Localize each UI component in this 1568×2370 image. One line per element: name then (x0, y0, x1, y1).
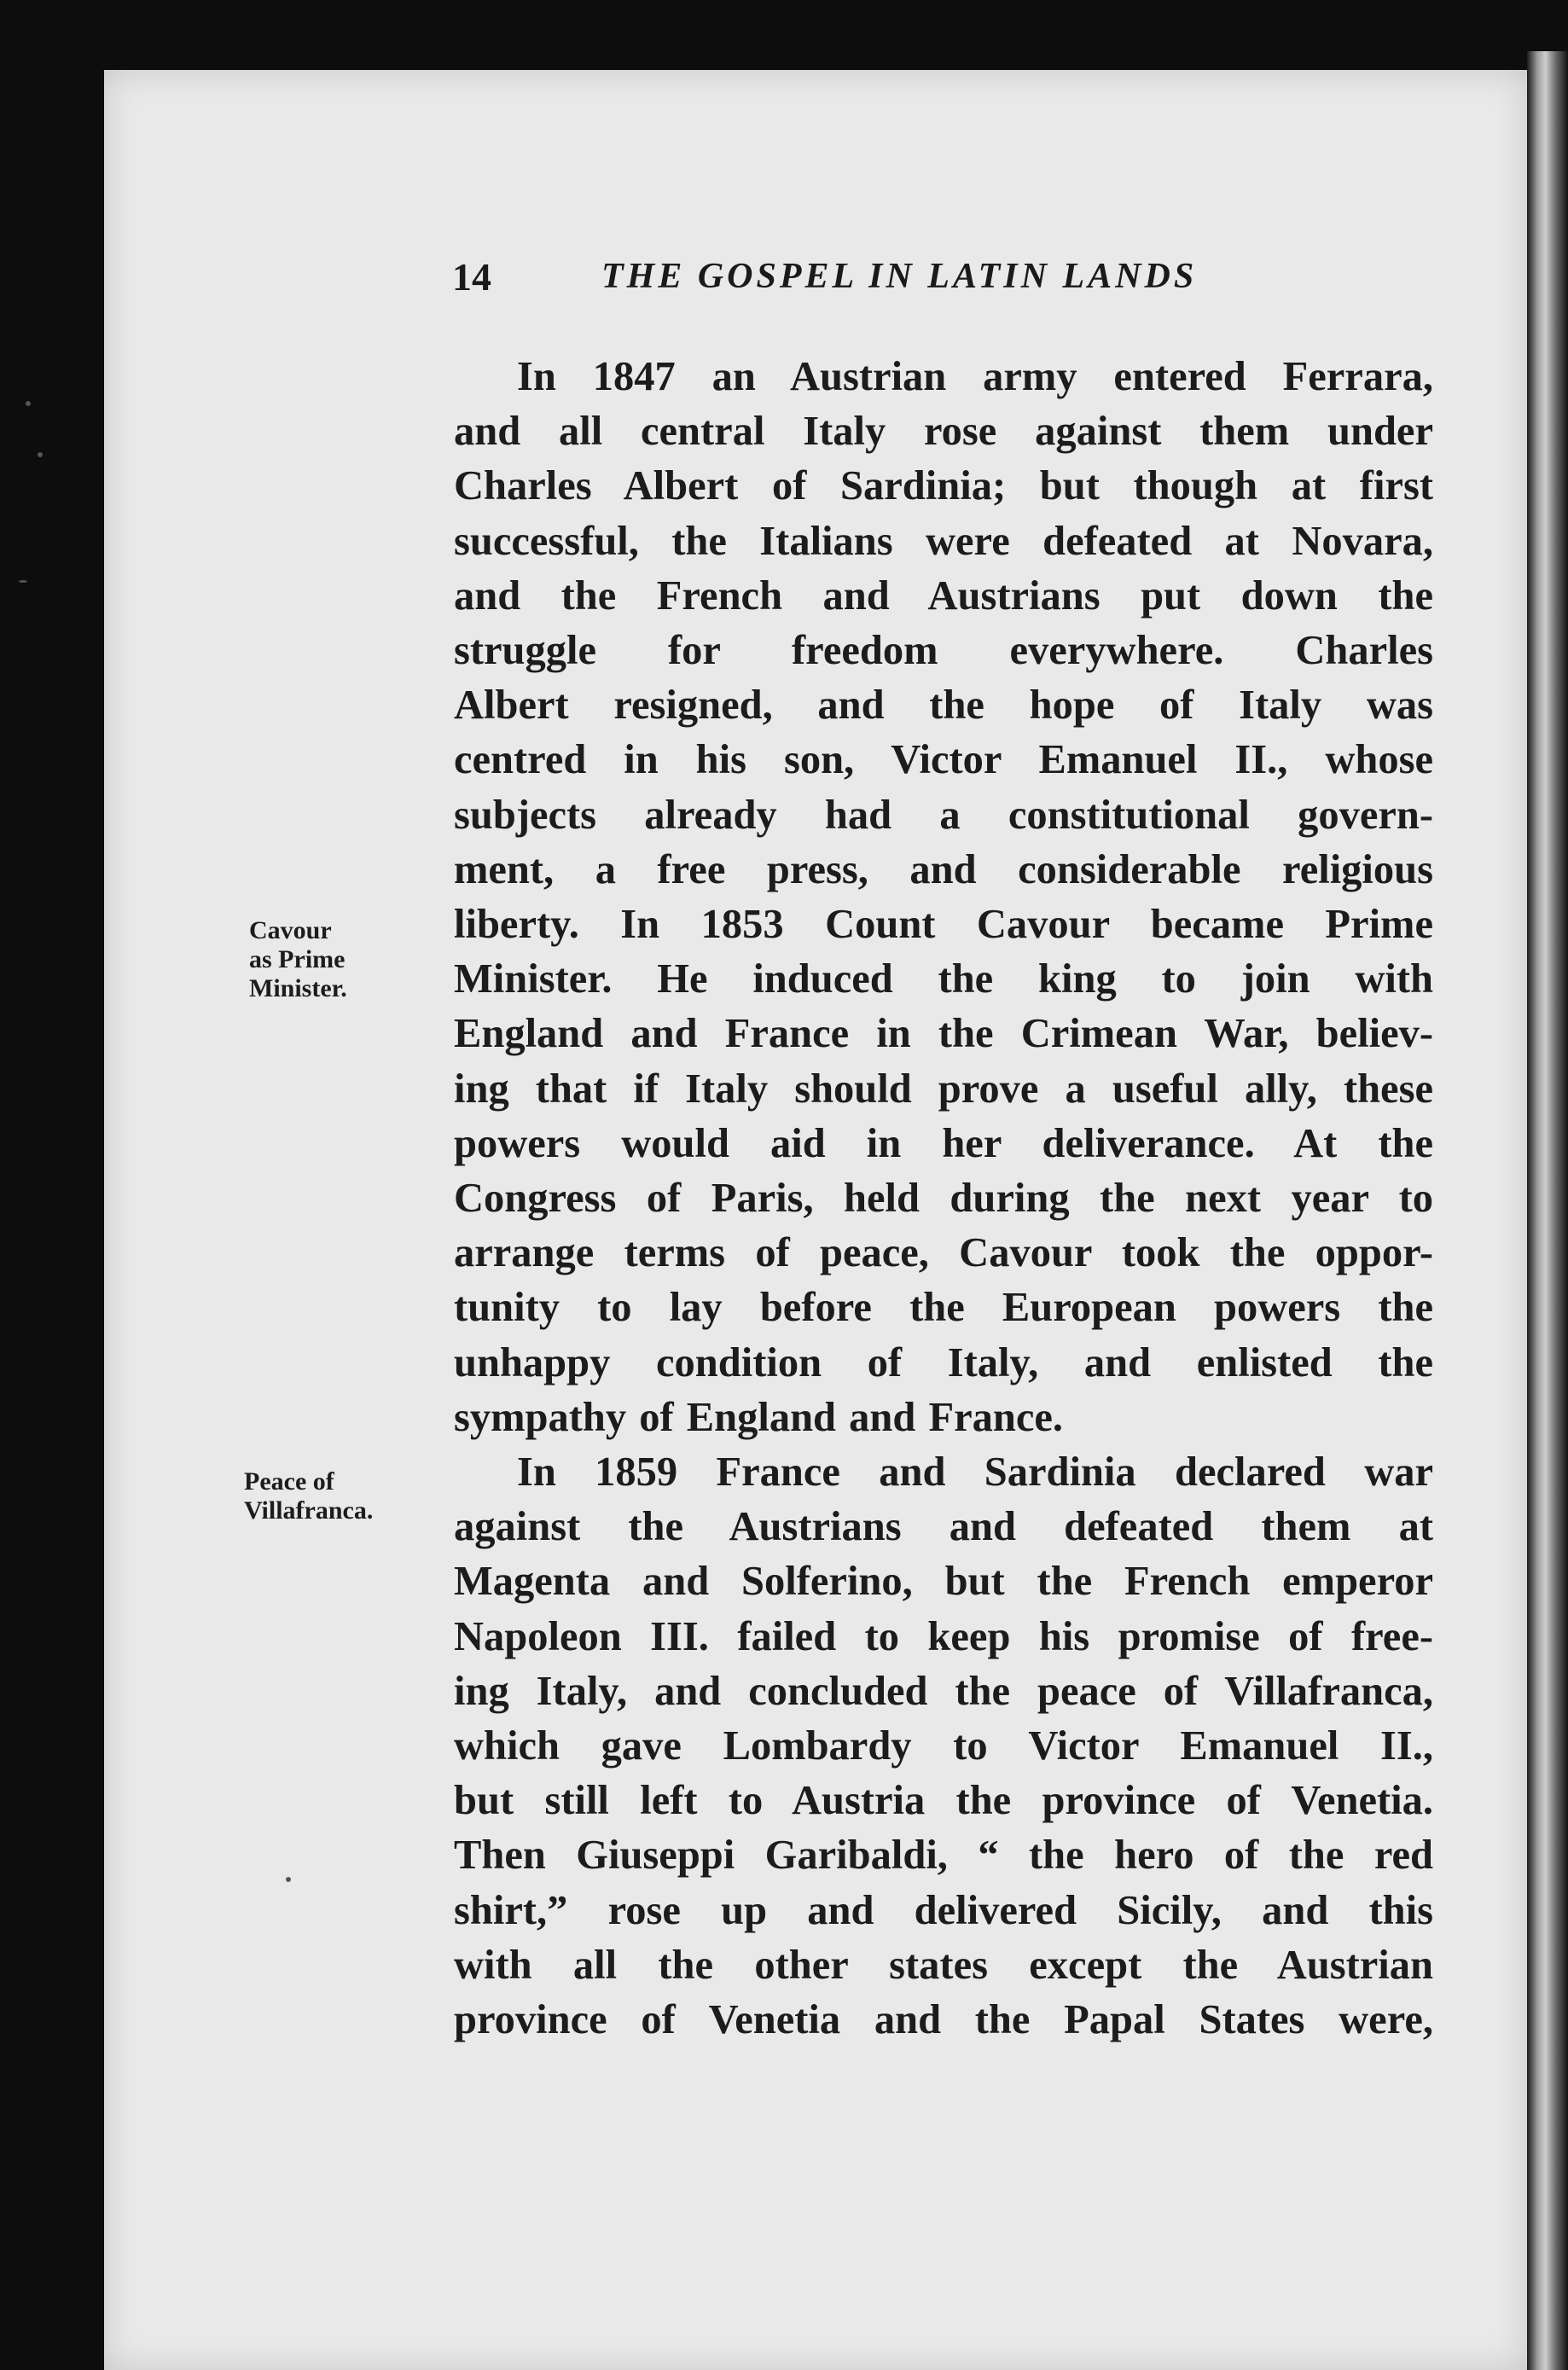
body-line: Minister. He induced the king to join with (454, 956, 1433, 1002)
body-text (454, 350, 1433, 2048)
sidenote-line: Villafranca. (244, 1496, 374, 1525)
body-line: powers would aid in her deliverance. At the (454, 1120, 1433, 1166)
running-header (452, 254, 1305, 314)
body-line: sympathy of England and France. (454, 1394, 1064, 1440)
body-line: liberty. In 1853 Count Cavour became Prime (454, 902, 1433, 948)
body-line: shirt,” rose up and delivered Sicily, and this (454, 1887, 1433, 1933)
sidenote-line: Cavour (249, 916, 332, 944)
body-line: In 1847 an Austrian army entered Ferrara, (517, 354, 1433, 399)
body-line: and the French and Austrians put down the (454, 572, 1433, 619)
body-line: In 1859 France and Sardinia declared war (517, 1449, 1433, 1496)
body-line: Napoleon III. failed to keep his promise of free- (454, 1613, 1433, 1659)
sidenote-villafranca (244, 1467, 373, 1525)
scan-speck (19, 580, 27, 583)
sidenote-cavour (249, 916, 347, 1003)
sidenote-line: as Prime (249, 945, 346, 973)
body-line: centred in his son, Victor Emanuel II., whose (454, 737, 1433, 783)
scan-speck (26, 401, 31, 406)
body-line: Then Giuseppi Garibaldi, “ the hero of the red (454, 1833, 1433, 1879)
body-line: arrange terms of peace, Cavour took the oppor- (454, 1230, 1433, 1276)
body-line: with all the other states except the Austrian (454, 1942, 1433, 1988)
scan-speck (286, 1877, 291, 1882)
body-line: ing Italy, and concluded the peace of Villafranca, (454, 1668, 1433, 1714)
body-line: and all central Italy rose against them under (454, 409, 1433, 455)
running-title: THE GOSPEL IN LATIN LANDS (601, 257, 1198, 296)
body-line: Albert resigned, and the hope of Italy was (454, 683, 1433, 729)
body-line: which gave Lombardy to Victor Emanuel II., (454, 1723, 1433, 1769)
scan-speck (38, 452, 43, 457)
body-line: successful, the Italians were defeated at Novara, (454, 518, 1433, 564)
page-number: 14 (452, 255, 491, 299)
book-spine-edge (1527, 51, 1568, 2370)
body-line: unhappy condition of Italy, and enlisted the (454, 1339, 1433, 1385)
body-line: Charles Albert of Sardinia; but though at first (454, 463, 1433, 509)
body-line: Magenta and Solferino, but the French emperor (454, 1559, 1433, 1605)
body-line: province of Venetia and the Papal States were, (454, 1997, 1433, 2043)
body-line: ing that if Italy should prove a useful ally, these (454, 1066, 1433, 1112)
body-line: ment, a free press, and considerable religious (454, 846, 1433, 892)
body-line: struggle for freedom everywhere. Charles (454, 628, 1433, 674)
body-line: against the Austrians and defeated them at (454, 1504, 1433, 1550)
body-line: subjects already had a constitutional govern- (454, 792, 1433, 838)
sidenote-line: Peace of (244, 1467, 334, 1496)
body-line: Congress of Paris, held during the next year to (454, 1176, 1433, 1222)
body-line: tunity to lay before the European powers the (454, 1285, 1433, 1331)
sidenote-line: Minister. (249, 974, 347, 1002)
body-line: but still left to Austria the province of Venetia. (454, 1778, 1433, 1824)
body-line: England and France in the Crimean War, believ- (454, 1011, 1433, 1057)
